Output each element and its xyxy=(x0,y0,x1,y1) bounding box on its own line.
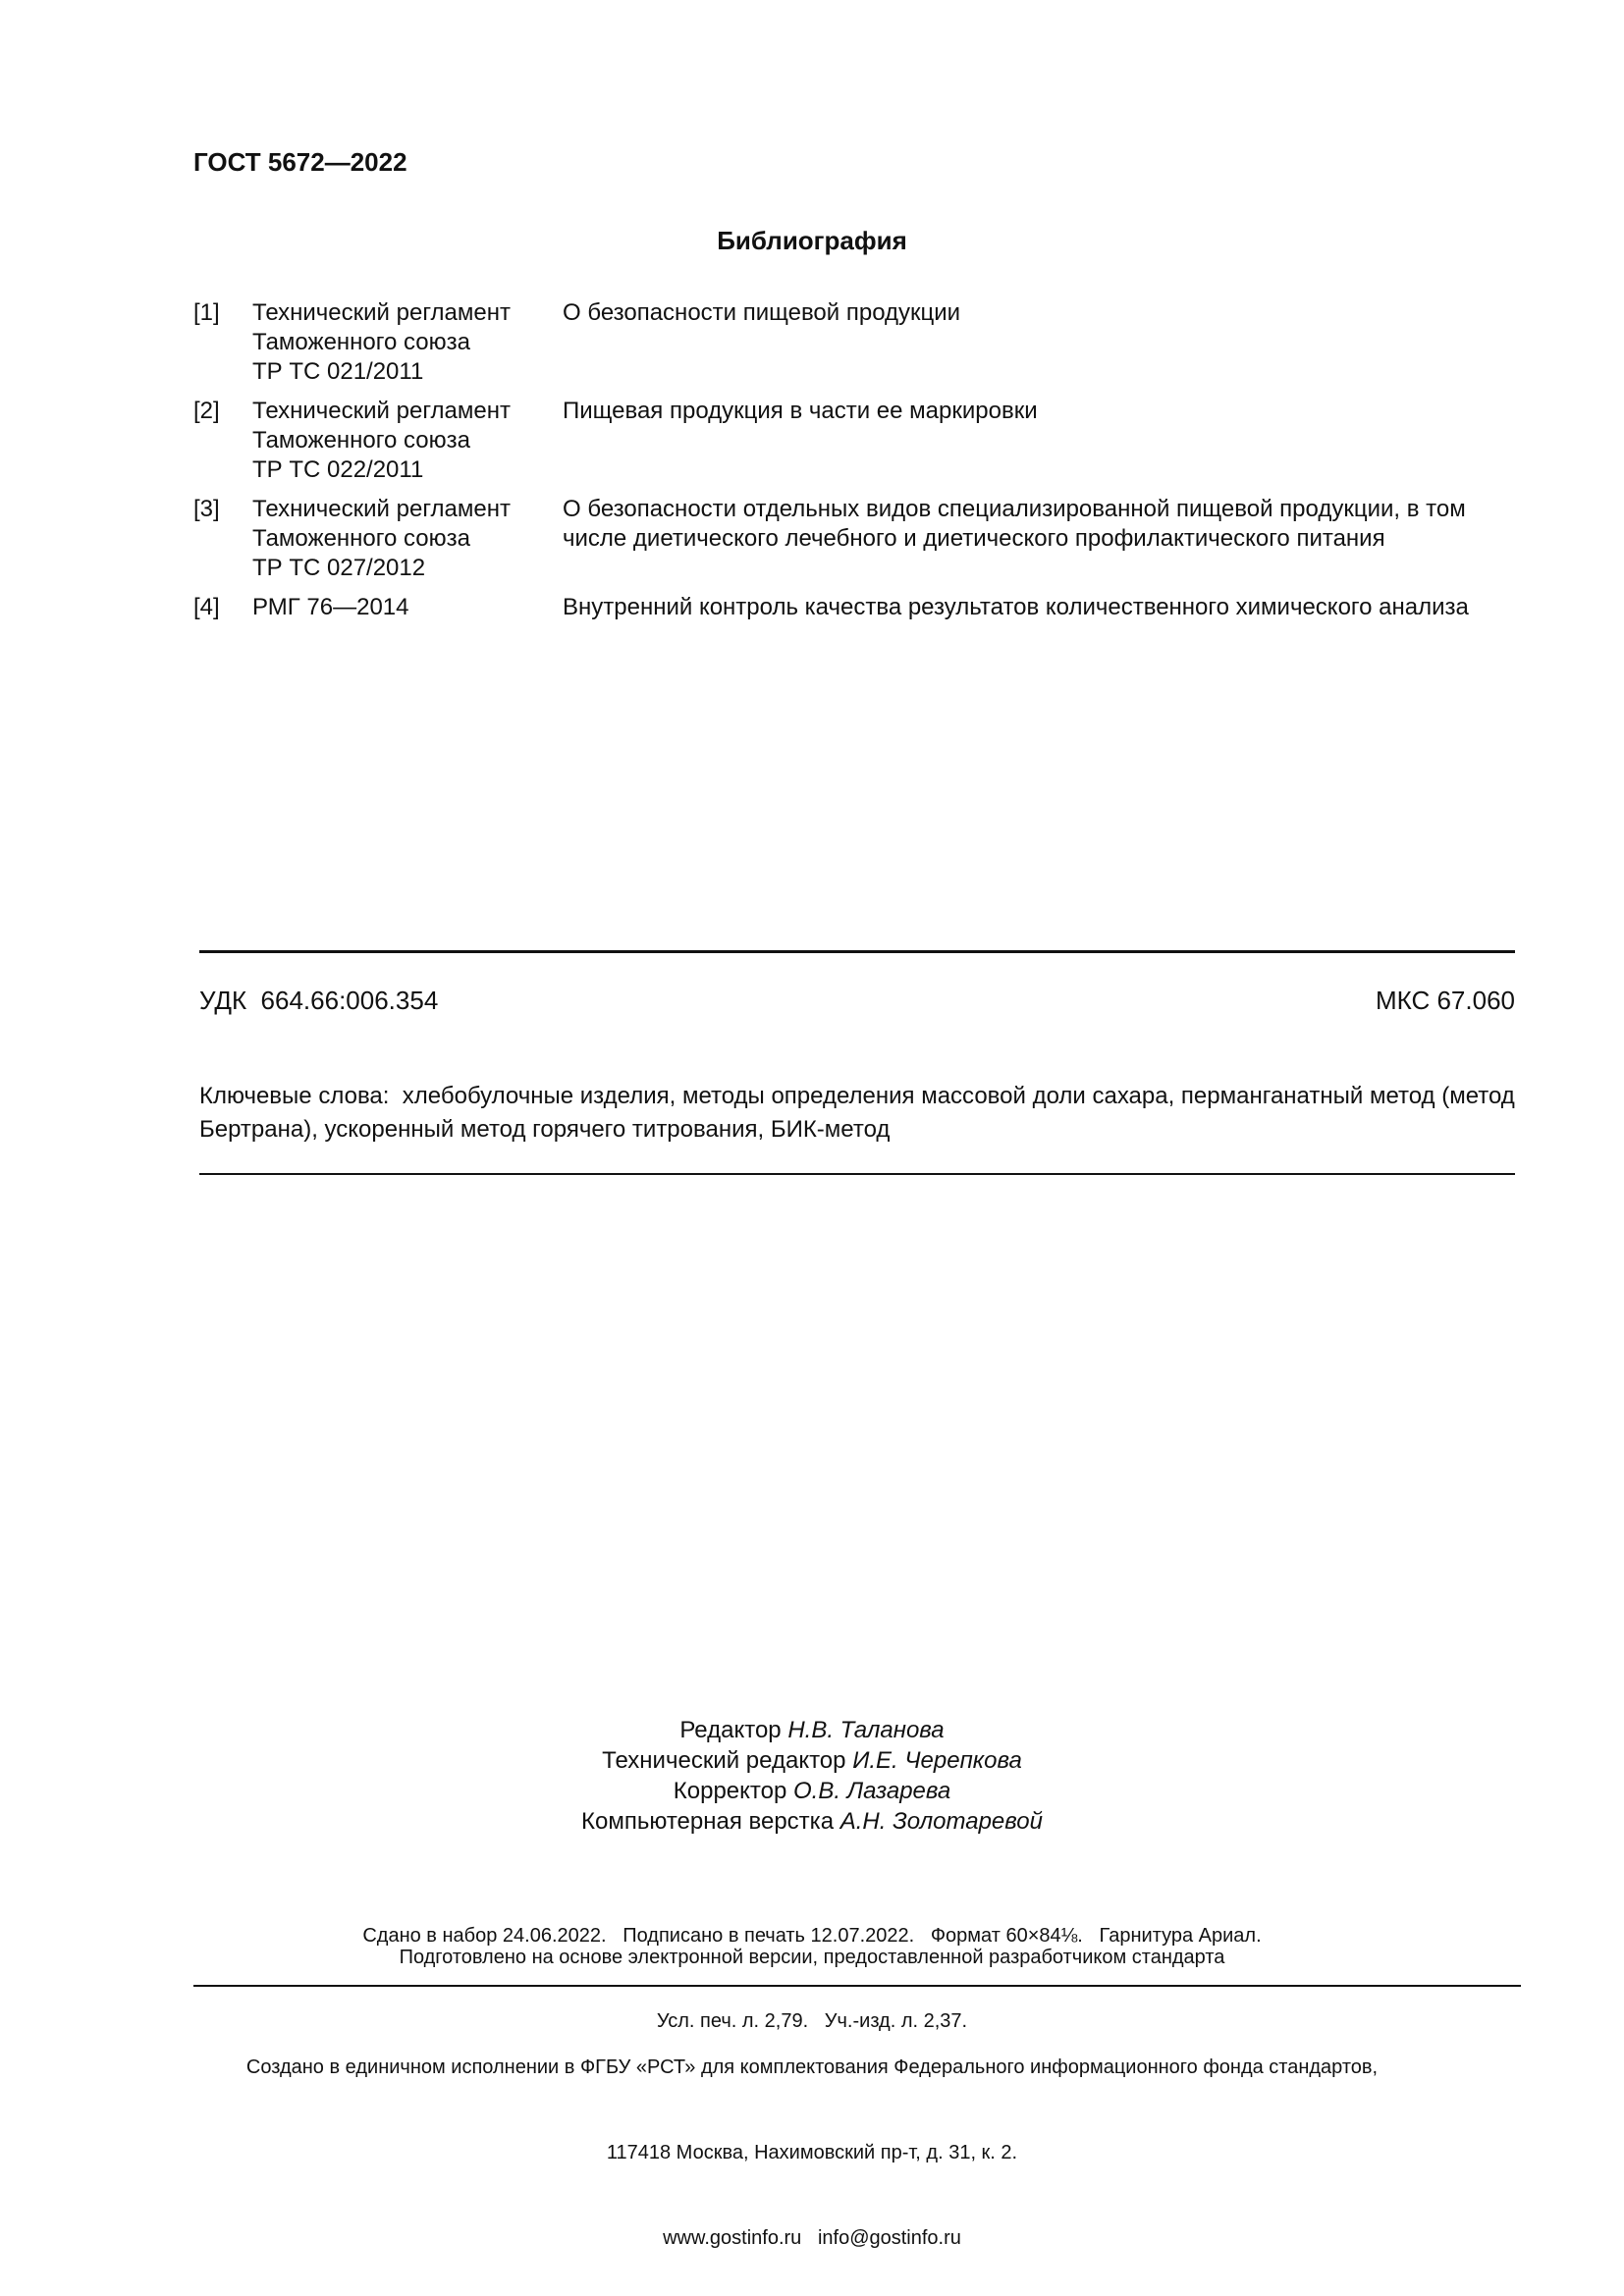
staff-line xyxy=(0,1745,1624,1776)
entry-number: [3] xyxy=(193,496,220,522)
bibliography-entry xyxy=(193,397,1521,485)
entry-document xyxy=(252,298,563,387)
entry-description: О безопасности отдельных видов специализированной пищевой продукции, в том числе диетического лечебного и диетического профилактического питания xyxy=(563,496,1466,552)
staff-role: Технический редактор xyxy=(602,1747,846,1774)
bibliography-entry xyxy=(193,495,1521,583)
staff-line xyxy=(0,1715,1624,1745)
entry-document xyxy=(252,397,563,485)
entry-document-line: Таможенного союза xyxy=(252,427,470,454)
entry-description: О безопасности пищевой продукции xyxy=(563,299,961,326)
entry-document-line: ТР ТС 021/2011 xyxy=(252,358,424,385)
bibliography-title: Библиография xyxy=(717,226,907,255)
keywords-divider xyxy=(199,1173,1515,1175)
print-info-line: Сдано в набор 24.06.2022. Подписано в печать 12.07.2022. Формат 60×84⅛. Гарнитура Ариал. xyxy=(362,1925,1262,1947)
staff-role: Компьютерная верстка xyxy=(581,1808,835,1835)
bibliography-entry xyxy=(193,593,1521,622)
entry-document-line: ТР ТС 027/2012 xyxy=(252,555,426,581)
entry-document-line: Технический регламент xyxy=(252,496,511,522)
entry-document-line: Технический регламент xyxy=(252,398,511,424)
staff-line xyxy=(0,1776,1624,1806)
prepared-note: Подготовлено на основе электронной версии, предоставленной разработчиком стандарта xyxy=(399,1947,1225,1968)
keywords: Ключевые слова: хлебобулочные изделия, методы определения массовой доли сахара, перманганатный метод (метод Бертрана), ускоренный метод горячего титрования, БИК-метод xyxy=(199,1083,1522,1143)
section-divider xyxy=(199,950,1515,953)
entry-number: [2] xyxy=(193,398,220,424)
entry-description: Внутренний контроль качества результатов количественного химического анализа xyxy=(563,594,1469,620)
staff-line xyxy=(0,1806,1624,1837)
mks-code: МКС 67.060 xyxy=(1375,986,1515,1015)
entry-document xyxy=(252,593,563,622)
bibliography-entry xyxy=(193,298,1521,387)
bibliography-list xyxy=(193,298,1521,632)
udk-code: УДК 664.66:006.354 xyxy=(199,986,439,1015)
publisher-address: 117418 Москва, Нахимовский пр-т, д. 31, к. 2. xyxy=(606,2142,1018,2163)
entry-number: [1] xyxy=(193,299,220,326)
staff-person: И.Е. Черепкова xyxy=(852,1747,1022,1774)
print-info-line: Усл. печ. л. 2,79. Уч.-изд. л. 2,37. xyxy=(656,2010,968,2032)
entry-document-line: Таможенного союза xyxy=(252,329,470,355)
document-code: ГОСТ 5672—2022 xyxy=(193,147,407,177)
staff-person: О.В. Лазарева xyxy=(793,1778,951,1804)
staff-person: А.Н. Золотаревой xyxy=(839,1808,1043,1835)
staff-role: Редактор xyxy=(679,1717,782,1743)
entry-description: Пищевая продукция в части ее маркировки xyxy=(563,398,1038,424)
entry-document-line: ТР ТС 022/2011 xyxy=(252,456,424,483)
publisher-info xyxy=(0,1997,1624,2281)
staff-role: Корректор xyxy=(673,1778,787,1804)
editorial-staff xyxy=(0,1715,1624,1837)
publisher-links: www.gostinfo.ru info@gostinfo.ru xyxy=(663,2227,961,2249)
classification-row xyxy=(199,986,1515,1016)
entry-document xyxy=(252,495,563,583)
staff-person: Н.В. Таланова xyxy=(787,1717,945,1743)
entry-document-line: Таможенного союза xyxy=(252,525,470,552)
footer-divider xyxy=(193,1985,1521,1987)
entry-number: [4] xyxy=(193,594,220,620)
publisher-line: Создано в единичном исполнении в ФГБУ «РСТ» для комплектования Федерального информационного фонда стандартов, xyxy=(245,2056,1379,2078)
entry-document-line: РМГ 76—2014 xyxy=(252,594,409,620)
entry-document-line: Технический регламент xyxy=(252,299,511,326)
